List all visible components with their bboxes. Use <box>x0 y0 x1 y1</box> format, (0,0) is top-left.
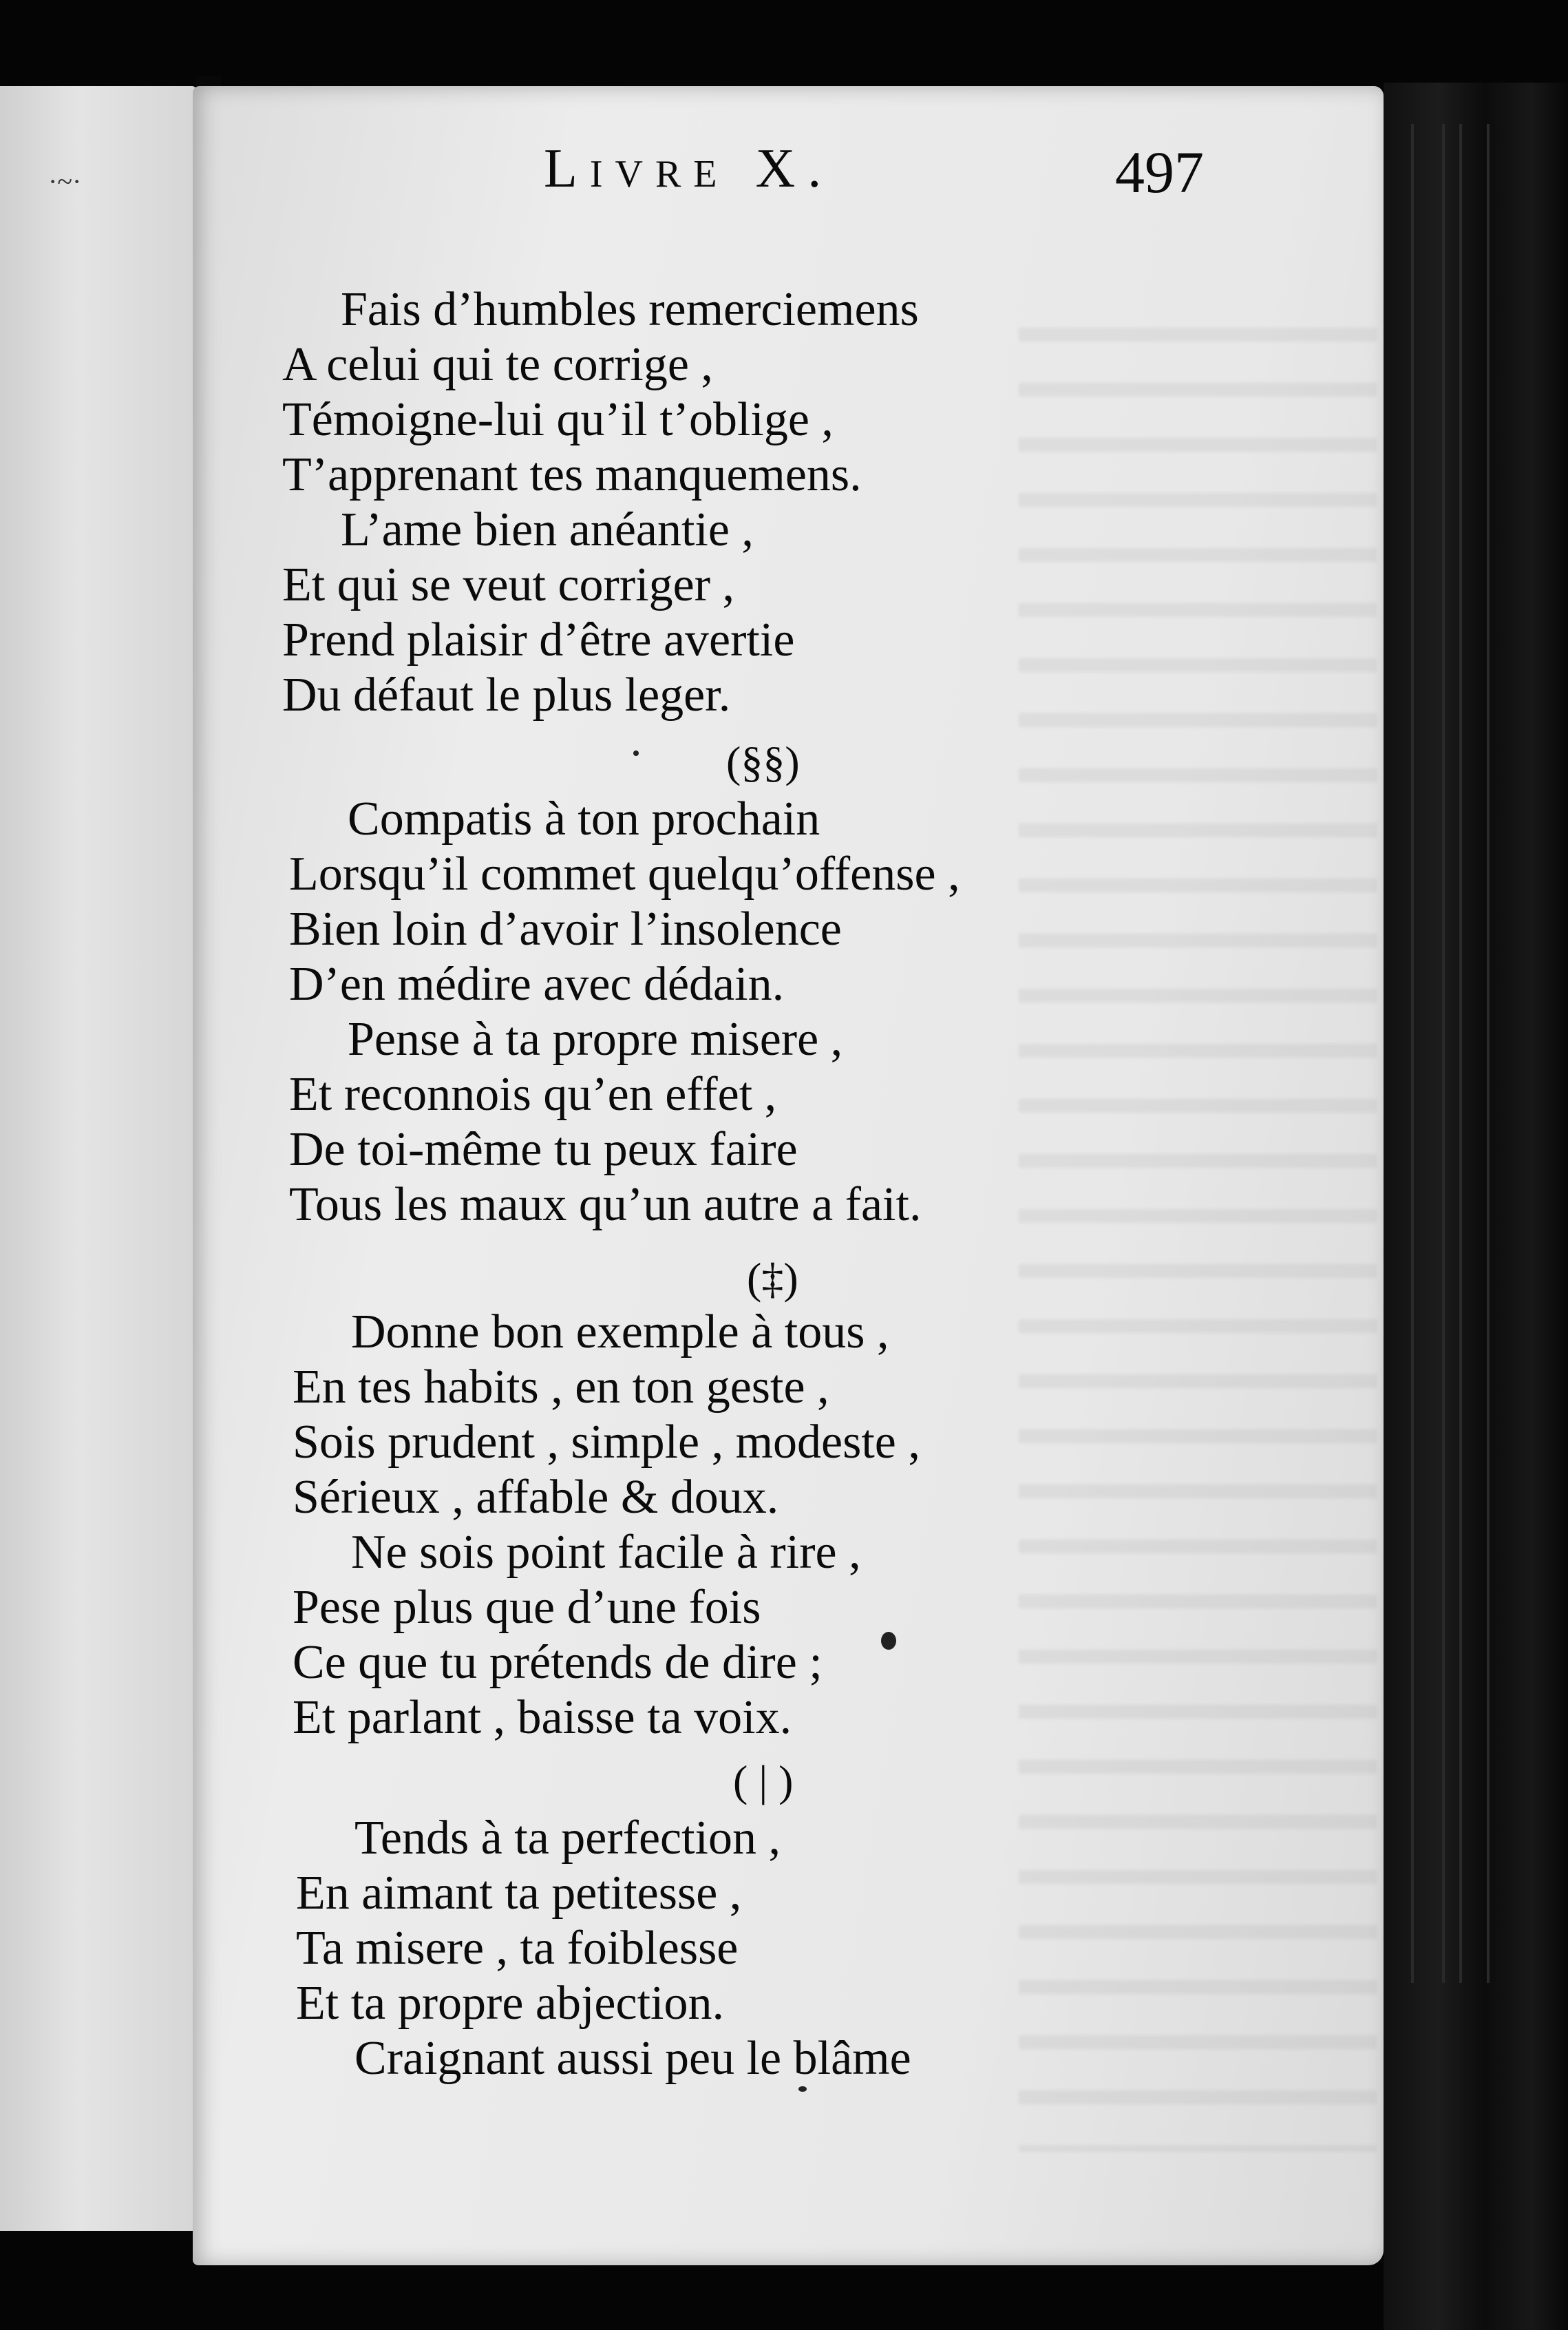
stanza-3 <box>293 1305 1476 1745</box>
footnote-marker: (‡) <box>747 1254 798 1303</box>
verse-line: Et qui se veut corriger , <box>282 558 735 611</box>
verse-line: Et ta propre abjection. <box>296 1977 724 2030</box>
verse-line: Ne sois point facile à rire , <box>351 1526 861 1579</box>
verse-line: D’en médire avec dédain. <box>289 958 785 1011</box>
ink-speck <box>633 751 639 756</box>
verse-line: T’apprenant tes manquemens. <box>282 448 862 501</box>
verse-line: Craignant aussi peu le blâme <box>354 2032 911 2085</box>
verse-line: Tends à ta perfection , <box>354 1812 781 1865</box>
stanza-1 <box>282 282 1466 723</box>
verse-line: Sérieux , affable & doux. <box>293 1471 779 1524</box>
verse-line: Pense à ta propre misere , <box>348 1013 843 1066</box>
verse-line: Pese plus que d’une fois <box>293 1581 761 1634</box>
verse-line: Ce que tu prétends de dire ; <box>293 1636 823 1689</box>
stanza-2 <box>289 792 1473 1232</box>
verse-line: En aimant ta petitesse , <box>296 1867 742 1920</box>
verse-line: Sois prudent , simple , modeste , <box>293 1416 920 1469</box>
verse-line: Bien loin d’avoir l’insolence <box>289 903 842 956</box>
footnote-marker: (§§) <box>726 737 800 786</box>
page-header <box>351 138 1232 213</box>
verse-line: De toi-même tu peux faire <box>289 1123 798 1176</box>
left-page-smudge: ·~· <box>48 166 82 197</box>
verse-line: Lorsqu’il commet quelqu’offense , <box>289 848 960 901</box>
footnote-marker: ( | ) <box>733 1756 794 1805</box>
verse-line: En tes habits , en ton geste , <box>293 1361 829 1414</box>
verse-line: Ta misere , ta foiblesse <box>296 1922 739 1975</box>
ink-speck <box>798 2086 807 2092</box>
running-head: Livre X. <box>544 138 834 199</box>
ink-blot <box>881 1632 896 1650</box>
verse-line: Prend plaisir d’être avertie <box>282 613 795 667</box>
verse-line: Fais d’humbles remerciemens <box>341 283 919 336</box>
page-number: 497 <box>1115 139 1204 205</box>
verse-line: L’ame bien anéantie , <box>341 503 754 556</box>
verse-line: Et parlant , baisse ta voix. <box>293 1691 792 1744</box>
verse-line: Compatis à ton prochain <box>348 793 820 846</box>
verse-line: Tous les maux qu’un autre a fait. <box>289 1178 922 1231</box>
stanza-4 <box>296 1811 1480 2086</box>
verse-line: A celui qui te corrige , <box>282 338 713 391</box>
verse-line: Du défaut le plus leger. <box>282 669 731 722</box>
verse-line: Et reconnois qu’en effet , <box>289 1068 777 1121</box>
verse-line: Donne bon exemple à tous , <box>351 1305 889 1358</box>
verse-line: Témoigne-lui qu’il t’oblige , <box>282 393 834 446</box>
